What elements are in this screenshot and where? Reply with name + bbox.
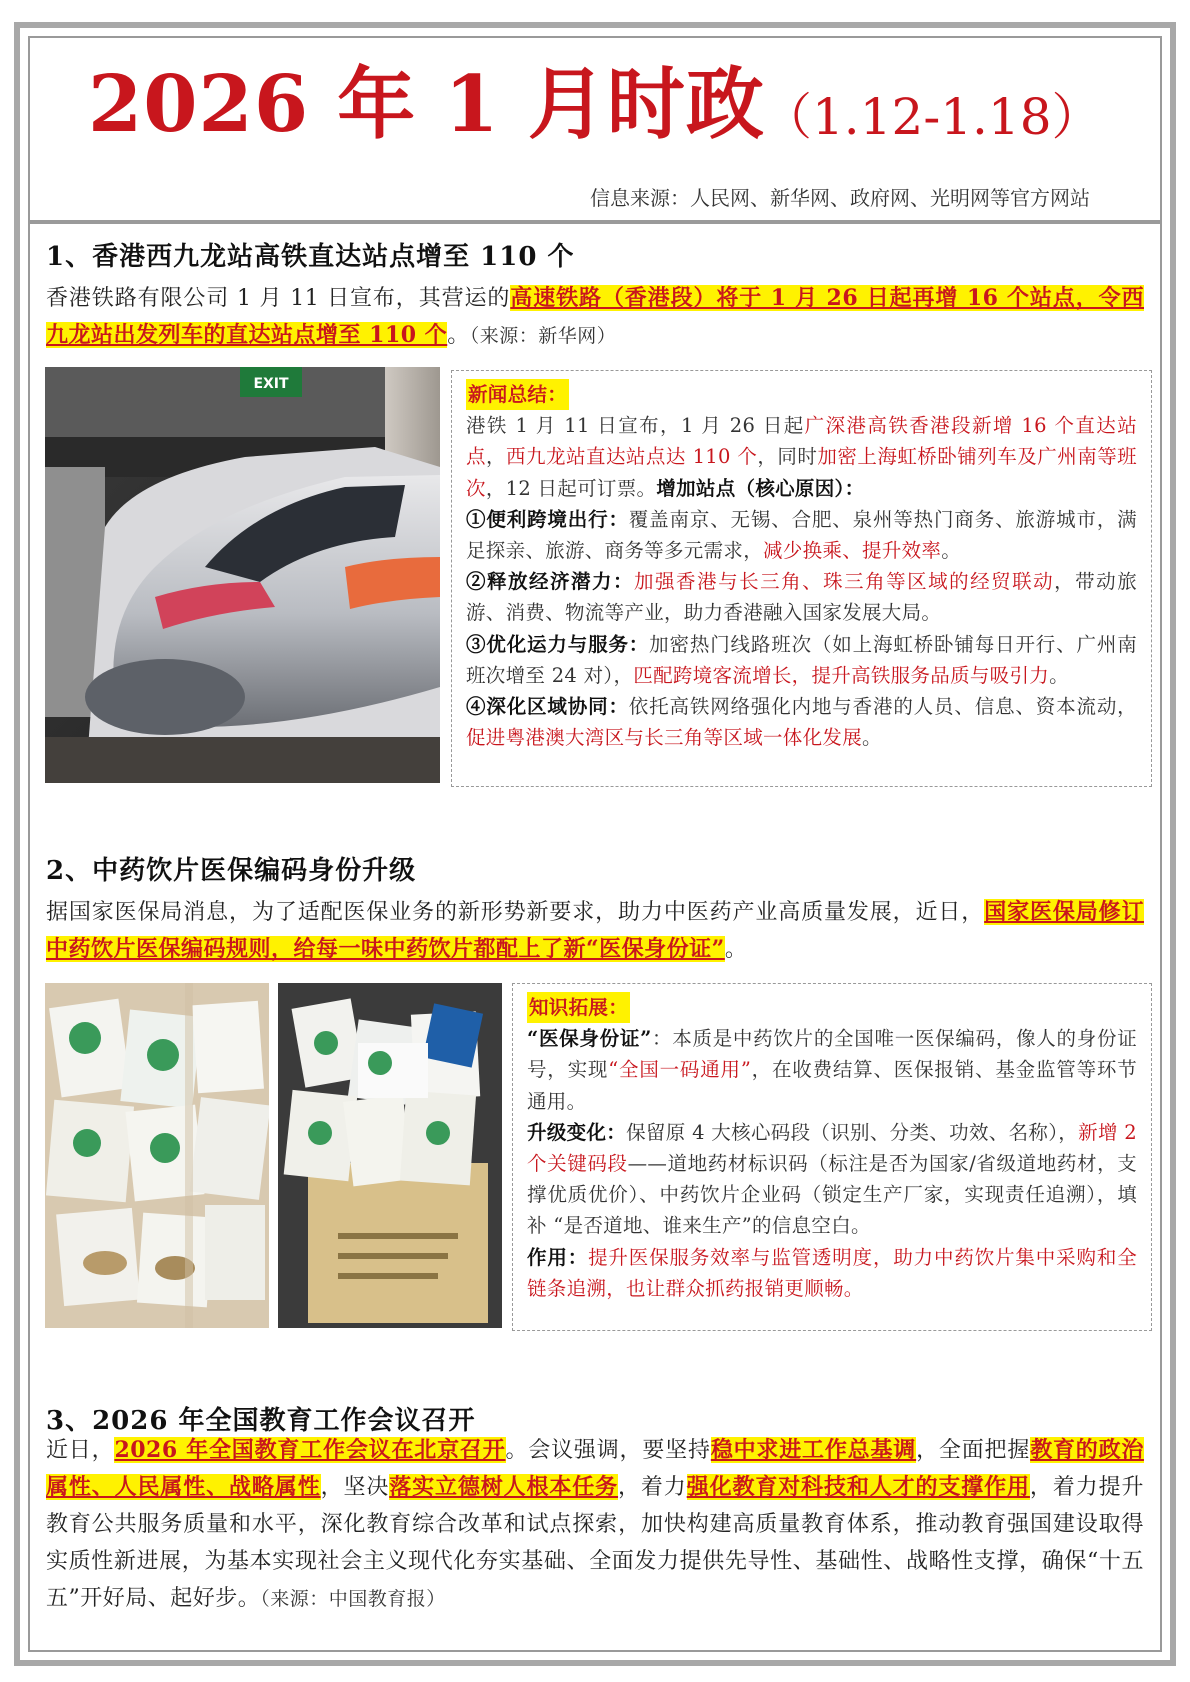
card-1-subheading: 增加站点（核心原因）： — [656, 476, 865, 500]
section-2-paragraph — [46, 894, 1144, 968]
s3-text: 近日， — [46, 1438, 115, 1463]
section-2-heading: 2、中药饮片医保编码身份升级 — [46, 856, 417, 886]
source-note: 信息来源：人民网、新华网、政府网、光明网等官方网站 — [590, 186, 1090, 210]
section-2-text-end: 。 — [724, 937, 748, 962]
upgrade-text: 保留原 4 大核心码段（识别、分类、功效、名称）， — [626, 1120, 1079, 1144]
section-2-highlight: 国家医保局修订中药饮片医保编码规则，给每一味中药饮片都配上了新“医保身份证” — [46, 899, 1144, 962]
section-1-text-end: 。 — [447, 323, 470, 348]
section-3-source: （来源：中国教育报） — [260, 1588, 446, 1610]
point-3-red: 匹配跨境客流增长，提升高铁服务品质与吸引力 — [633, 663, 1050, 687]
upgrade-text-end: ——道地药材标识码（标注是否为国家/省级道地药材，支撑优质优价）、中药饮片企业码（锁定生产厂家，实现责任追溯），填补 “是否道地、谁来生产”的信息空白。 — [527, 1152, 1137, 1238]
definition-red: “全国一码通用” — [608, 1058, 752, 1082]
section-1-paragraph — [46, 280, 1144, 355]
train-photo — [45, 367, 440, 783]
s3-text: ，着力 — [618, 1475, 687, 1500]
point-1-end: 。 — [941, 539, 962, 563]
card-1-red: 广深港高铁香港段新增 16 个直达站点 — [466, 414, 1137, 469]
section-3-heading: 3、2026 年全国教育工作会议召开 — [46, 1406, 476, 1436]
section-2-text: 据国家医保局消息，为了适配医保业务的新形势新要求，助力中医药产业高质量发展，近日， — [46, 900, 985, 925]
card-1-red: 加密上海虹桥卧铺列车及广州南等班次 — [466, 445, 1137, 500]
s3-text: ，坚决 — [320, 1475, 390, 1500]
herb-packets-photo-2 — [278, 983, 502, 1328]
effect-red: 提升医保服务效率与监管透明度，助力中药饮片集中采购和全链条追溯，也让群众抓药报销更顺畅。 — [527, 1245, 1137, 1300]
point-2-text: ，带动旅游、消费、物流等产业，助力香港融入国家发展大局。 — [466, 570, 1137, 625]
s3-highlight: 强化教育对科技和人才的支撑作用 — [686, 1474, 1030, 1500]
s3-highlight: 落实立德树人根本任务 — [389, 1474, 619, 1500]
s3-text: ，全面把握 — [916, 1438, 1031, 1463]
definition-text: ：本质是中药饮片的全国唯一医保编码，像人的身份证号，实现 — [527, 1027, 1137, 1082]
card-1-red: 西九龙站直达站点达 110 个 — [506, 445, 758, 469]
point-3-label: ③优化运力与服务： — [466, 632, 650, 656]
s3-text: 。会议强调，要坚持 — [505, 1438, 711, 1463]
upgrade-red: 新增 2 个关键码段 — [527, 1120, 1137, 1176]
point-4-end: 。 — [862, 726, 882, 750]
point-1-label: ①便利跨境出行： — [466, 507, 629, 531]
knowledge-card — [512, 983, 1152, 1331]
s3-highlight: 教育的政治属性、人民属性、战略属性 — [46, 1437, 1144, 1500]
s3-highlight: 2026 年全国教育工作会议在北京召开 — [114, 1437, 506, 1463]
point-2-red: 加强香港与长三角、珠三角等区域的经贸联动 — [634, 570, 1055, 594]
card-1-text: ， — [486, 445, 506, 469]
exit-sign: EXIT — [253, 376, 289, 392]
effect-label: 作用： — [527, 1245, 589, 1269]
header-divider — [30, 220, 1160, 224]
point-4-red: 促进粤港澳大湾区与长三角等区域一体化发展 — [466, 726, 863, 750]
definition-text-end: ，在收费结算、医保报销、基金监管等环节通用。 — [527, 1058, 1137, 1113]
point-4-label: ④深化区域协同： — [466, 695, 629, 719]
point-1-red: 减少换乘、提升效率 — [763, 539, 942, 563]
news-summary-card — [451, 370, 1152, 787]
section-1-heading: 1、香港西九龙站高铁直达站点增至 110 个 — [46, 242, 575, 272]
section-3-paragraph — [46, 1432, 1144, 1618]
page-title: 2026 年 1 月时政 — [88, 59, 765, 150]
s3-text: ，着力提升教育公共服务质量和水平，深化教育综合改革和试点探索，加快构建高质量教育体系，推动教育强国建设取得实质性新进展，为基本实现社会主义现代化夯实基础、全面发力提供先导性、基础性、战略性支撑，确保“十五五”开好局、起好步。 — [46, 1475, 1144, 1611]
point-1-text: 覆盖南京、无锡、合肥、泉州等热门商务、旅游城市，满足探亲、旅游、商务等多元需求， — [466, 507, 1137, 563]
card-1-text: ，12 日起可订票。 — [485, 476, 657, 500]
definition-label: “医保身份证” — [527, 1027, 652, 1051]
card-1-text: 港铁 1 月 11 日宣布，1 月 26 日起 — [466, 414, 805, 438]
s3-highlight: 稳中求进工作总基调 — [710, 1437, 917, 1463]
point-3-end: 。 — [1049, 663, 1069, 687]
point-4-text: 依托高铁网络强化内地与香港的人员、信息、资本流动， — [628, 695, 1137, 719]
date-range: （1.12-1.18） — [762, 88, 1102, 146]
card-2-title: 知识拓展： — [527, 992, 630, 1023]
section-1-highlight: 高速铁路（香港段）将于 1 月 26 日起再增 16 个站点，令西九龙站出发列车的直达站点增至 110 个 — [46, 285, 1144, 348]
section-1-source: （来源：新华网） — [469, 325, 617, 347]
point-3-text: 加密热门线路班次（如上海虹桥卧铺每日开行、广州南班次增至 24 对）， — [466, 632, 1138, 687]
point-2-label: ②释放经济潜力： — [466, 570, 635, 594]
card-1-title: 新闻总结： — [466, 379, 569, 410]
upgrade-label: 升级变化： — [527, 1120, 627, 1144]
herb-packets-photo-1 — [45, 983, 269, 1328]
card-1-text: ，同时 — [757, 445, 818, 469]
section-1-text: 香港铁路有限公司 1 月 11 日宣布，其营运的 — [46, 286, 511, 311]
